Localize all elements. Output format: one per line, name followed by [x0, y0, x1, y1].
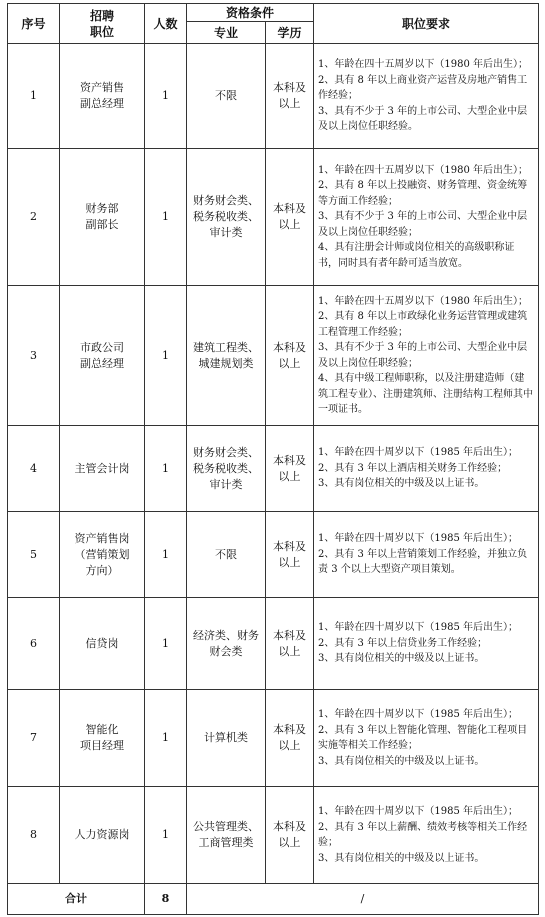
row-seq: 5 — [8, 512, 60, 598]
row-requirements-line: 2、具有 3 年以上薪酬、绩效考核等相关工作经验； — [318, 821, 528, 848]
row-requirements-line: 1、年龄在四十周岁以下（1985 年后出生）； — [318, 709, 519, 720]
row-major — [187, 149, 266, 286]
table-row — [8, 149, 539, 286]
row-education-line: 以上 — [278, 739, 301, 752]
row-major — [187, 598, 266, 690]
table-body — [8, 44, 539, 884]
table-row — [8, 598, 539, 690]
row-education — [266, 512, 314, 598]
row-position — [60, 512, 145, 598]
row-position-line: 财务部 — [85, 202, 119, 215]
row-position — [60, 149, 145, 286]
total-row — [8, 884, 539, 915]
row-major-line: 经济类、财务 — [193, 628, 259, 642]
total-note: / — [187, 884, 539, 915]
row-education-line: 本科及 — [273, 202, 306, 215]
row-seq: 6 — [8, 598, 60, 690]
row-count: 1 — [145, 44, 187, 149]
row-position-line: （营销策划 — [74, 547, 130, 561]
row-education-line: 本科及 — [273, 453, 306, 467]
row-requirements-line: 3、具有岗位相关的中级及以上证书。 — [318, 852, 485, 864]
row-position-line: 智能化 — [85, 723, 119, 736]
row-major-line: 城建规划类 — [198, 356, 254, 370]
table-row — [8, 512, 539, 598]
row-education-line: 以上 — [278, 218, 301, 231]
row-position-line: 主管会计岗 — [74, 461, 130, 475]
row-major — [187, 44, 266, 149]
row-seq: 8 — [8, 787, 60, 884]
row-requirements-line: 2、具有 8 年以上市政绿化业务运营管理或建筑工程管理工作经验； — [318, 311, 528, 338]
row-requirements — [314, 512, 539, 598]
row-requirements-line: 3、具有不少于 3 年的上市公司、大型企业中层及以上岗位任职经验； — [318, 211, 528, 238]
row-major — [187, 690, 266, 787]
row-requirements — [314, 787, 539, 884]
header-major: 专业 — [187, 22, 266, 44]
header-seq: 序号 — [8, 4, 60, 44]
row-education-line: 以上 — [278, 555, 301, 569]
row-requirements-line: 1、年龄在四十五周岁以下（1980 年后出生）； — [318, 295, 529, 307]
row-major-line: 审计类 — [209, 226, 243, 239]
row-education — [266, 286, 314, 426]
row-requirements — [314, 286, 539, 426]
row-requirements-line: 3、具有不少于 3 年的上市公司、大型企业中层及以上岗位任职经验。 — [318, 105, 528, 133]
row-count: 1 — [145, 512, 187, 598]
row-seq: 4 — [8, 426, 60, 512]
row-position-line: 市政公司 — [80, 340, 124, 354]
row-position-line: 副总经理 — [80, 97, 124, 110]
row-requirements — [314, 44, 539, 149]
header-position-line2: 职位 — [89, 24, 114, 39]
row-requirements — [314, 598, 539, 690]
row-position-line: 副总经理 — [80, 356, 124, 370]
row-requirements-line: 2、具有 3 年以上信贷业务工作经验； — [318, 637, 488, 649]
row-position — [60, 598, 145, 690]
total-label: 合计 — [8, 884, 145, 915]
row-requirements — [314, 149, 539, 286]
row-position — [60, 44, 145, 149]
row-education — [266, 690, 314, 787]
row-requirements-line: 1、年龄在四十五周岁以下（1980 年后出生）； — [318, 59, 529, 71]
header-education: 学历 — [266, 22, 314, 44]
recruitment-table — [7, 3, 539, 915]
row-major-line: 税务税收类、 — [193, 461, 259, 475]
row-education-line: 本科及 — [273, 81, 306, 94]
row-count: 1 — [145, 149, 187, 286]
row-education-line: 以上 — [278, 469, 301, 483]
table-row — [8, 787, 539, 884]
row-major — [187, 787, 266, 884]
row-position-line: 项目经理 — [80, 739, 124, 752]
row-major-line: 建筑工程类、 — [193, 340, 259, 354]
row-major — [187, 512, 266, 598]
row-count: 1 — [145, 286, 187, 426]
row-major-line: 财务财会类、 — [193, 194, 259, 207]
row-education-line: 以上 — [278, 356, 301, 370]
row-education-line: 本科及 — [273, 628, 306, 642]
row-requirements-line: 3、具有岗位相关的中级及以上证书。 — [318, 755, 485, 767]
row-education — [266, 149, 314, 286]
row-seq: 2 — [8, 149, 60, 286]
row-requirements-line: 3、具有岗位相关的中级及以上证书。 — [318, 653, 485, 665]
row-major-line: 公共管理类、 — [193, 820, 259, 833]
row-requirements-line: 1、年龄在四十周岁以下（1985 年后出生）； — [318, 447, 519, 459]
row-education — [266, 426, 314, 512]
row-position — [60, 426, 145, 512]
row-position-line: 资产销售 — [80, 81, 124, 94]
row-seq: 1 — [8, 44, 60, 149]
row-requirements-line: 2、具有 8 年以上投融资、财务管理、资金统筹等方面工作经验； — [318, 180, 528, 207]
row-education-line: 本科及 — [273, 820, 306, 833]
row-position — [60, 690, 145, 787]
row-count: 1 — [145, 426, 187, 512]
row-count: 1 — [145, 787, 187, 884]
row-education-line: 以上 — [278, 97, 301, 110]
row-requirements-line: 4、具有注册会计师或岗位相关的高级职称证书，同时具有者年龄可适当放宽。 — [318, 242, 515, 269]
row-major — [187, 286, 266, 426]
row-education — [266, 787, 314, 884]
row-major-line: 审计类 — [209, 477, 243, 491]
row-major-line: 不限 — [215, 89, 237, 102]
row-education-line: 以上 — [278, 644, 301, 658]
row-requirements-line: 3、具有不少于 3 年的上市公司、大型企业中层及以上岗位任职经验； — [318, 342, 528, 369]
row-education-line: 本科及 — [273, 723, 306, 736]
row-major-line: 财会类 — [209, 644, 243, 658]
row-requirements — [314, 426, 539, 512]
row-requirements-line: 2、具有 3 年以上营销策划工作经验，并独立负责 3 个以上大型资产项目策划。 — [318, 548, 528, 576]
row-position — [60, 286, 145, 426]
row-requirements-line: 4、具有中级工程师职称，以及注册建造师（建筑工程专业）、注册建筑师、注册结构工程师其中一项证书。 — [318, 373, 534, 415]
table-row — [8, 690, 539, 787]
row-seq: 7 — [8, 690, 60, 787]
table-row — [8, 426, 539, 512]
total-count: 8 — [145, 884, 187, 915]
table-row — [8, 44, 539, 149]
row-position-line: 信贷岗 — [85, 636, 119, 650]
row-count: 1 — [145, 690, 187, 787]
row-major-line: 财务财会类、 — [193, 445, 259, 459]
row-count: 1 — [145, 598, 187, 690]
row-position-line: 人力资源岗 — [74, 828, 130, 841]
row-requirements-line: 1、年龄在四十周岁以下（1985 年后出生）； — [318, 622, 519, 634]
row-education — [266, 44, 314, 149]
row-position-line: 资产销售岗 — [74, 531, 130, 545]
row-requirements-line: 3、具有岗位相关的中级及以上证书。 — [318, 478, 485, 490]
row-position-line: 副部长 — [85, 218, 119, 231]
row-seq: 3 — [8, 286, 60, 426]
header-qualifications: 资格条件 — [187, 4, 314, 22]
row-position-line: 方向） — [85, 563, 119, 577]
row-requirements-line: 1、年龄在四十周岁以下（1985 年后出生）； — [318, 806, 519, 817]
row-requirements-line: 1、年龄在四十五周岁以下（1980 年后出生）； — [318, 164, 529, 176]
row-requirements-line: 2、具有 3 年以上智能化管理、智能化工程项目实施等相关工作经验； — [318, 724, 528, 751]
row-education — [266, 598, 314, 690]
row-major — [187, 426, 266, 512]
row-position — [60, 787, 145, 884]
row-requirements-line: 1、年龄在四十周岁以下（1985 年后出生）； — [318, 533, 519, 545]
row-requirements-line: 2、具有 8 年以上商业资产运营及房地产销售工作经验； — [318, 74, 528, 102]
row-major-line: 计算机类 — [204, 731, 248, 744]
row-major-line: 不限 — [215, 547, 237, 561]
row-requirements — [314, 690, 539, 787]
header-requirements: 职位要求 — [314, 4, 539, 44]
header-position-line1: 招聘 — [89, 8, 114, 23]
row-education-line: 以上 — [278, 836, 301, 849]
row-major-line: 工商管理类 — [198, 836, 254, 849]
row-requirements-line: 2、具有 3 年以上酒店相关财务工作经验； — [318, 462, 508, 474]
row-major-line: 税务税收类、 — [193, 210, 259, 223]
table-header — [8, 4, 539, 44]
header-count: 人数 — [145, 4, 187, 44]
row-education-line: 本科及 — [273, 539, 306, 553]
table-row — [8, 286, 539, 426]
header-position — [60, 4, 145, 44]
row-education-line: 本科及 — [273, 340, 306, 354]
